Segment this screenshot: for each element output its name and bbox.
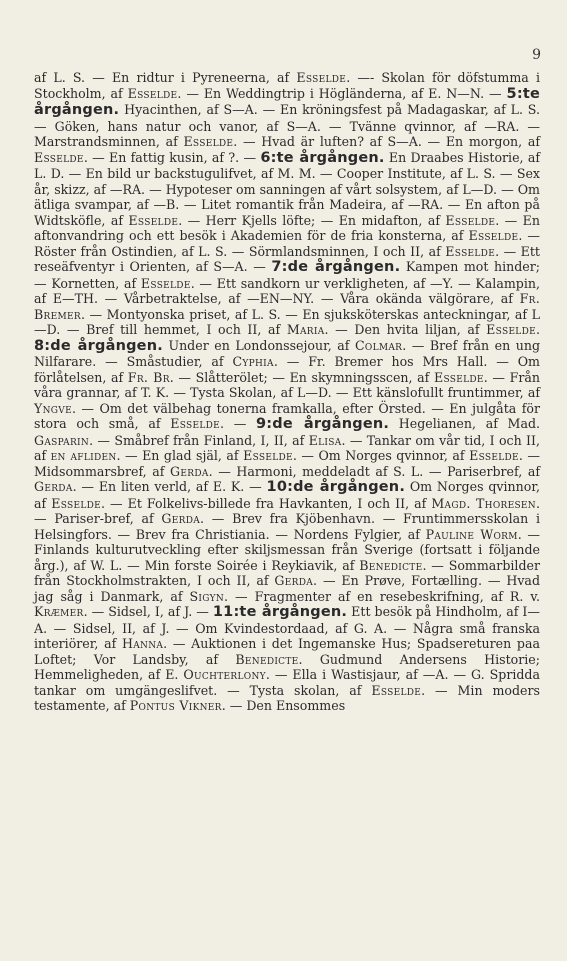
author-name: Gerda [274,573,314,588]
text-run: . — Min moders testamente, af [34,682,540,713]
body-text [34,70,540,714]
volume-heading: 10:de årgången. [266,479,406,495]
author-name: Esselde [296,70,347,85]
volume-heading: 5:te årgången. [34,85,540,118]
volume-heading: 7:de årgången. [271,259,401,275]
author-name: en afliden [50,448,117,463]
author-name: Fr. Bremer [34,291,540,322]
volume-heading: 11:te årgången. [212,604,348,620]
volume-heading: 9:de årgången. [256,416,390,432]
text-run: . — Slåtterölet; — En skymningsscen, af [169,369,434,385]
author-name: Gerda [170,463,209,479]
text-run: . — Finlands kulturutveckling efter skiljsmessan från Sverige (fortsatt i följande årg.), af W. L. — Min forste Soirée i Reykiavik, af [34,526,540,573]
text-run: . — Bref från en ung Nilfarare. — Småstudier, af [34,337,541,369]
text-run: Om Norges qvinnor, af [34,479,540,511]
text-run: . — En Prøve, Fortælling. — Hvad jag såg i Danmark, af [34,573,541,604]
text-run: . — En glad själ, af [116,448,244,463]
text-run: . — Om Norges qvinnor, af [292,448,470,463]
text-run: . — En Weddingtrip i Högländerna, af E. N—N. — [177,85,507,101]
text-run: . Gudmund Andersens Historie; Hemmeligheden, af E. [34,651,540,682]
text-run: . — En aftonvandring och ett besök i Akademien för de fria konsterna, af [34,212,540,243]
text-run: . — Fr. Bremer hos Mrs Hall. — Om förlåtelsen, af [34,354,540,385]
text-run: . — Den hvita liljan, af [324,322,487,337]
author-name: Pontus Vikner [129,698,222,713]
author-name: Esselde [486,322,536,337]
text-run: . — Röster från Ostindien, af L. S. — Sörmlandsminnen, I och II, af [34,228,540,259]
author-name: Gasparin [34,432,90,448]
author-name: Kræmer [34,604,84,619]
author-name: Hanna [121,636,164,651]
text-run: . — Harmoni, meddeladt af S. L. — Pariserbref, af [208,463,540,479]
text-run: . — Sidsel, I, af J. — [83,604,213,619]
text-run: . — En liten verld, af E. K. — [72,479,267,494]
text-run: . — Auktionen i det Ingemanske Hus; Spadsereturen paa Loftet; Vor Landsby, af [34,636,540,667]
text-run: . — Om det välbehag tonerna framkalla, efter Örsted. — En julgåta för stora och små, af [34,400,540,431]
author-name: Esselde [34,149,84,165]
author-name: Yngve [34,400,72,416]
author-name: Esselde [140,275,191,291]
author-name: Fr. Br [127,369,170,385]
text-run: . — [220,416,257,431]
text-run: . — Brev fra Kjöbenhavn. — Fruntimmersskolan i Helsingfors. — Brev fra Christiania. — Nordens Fylgier, af [34,511,540,542]
author-name: Esselde [469,448,519,463]
author-name: Elisa [308,432,342,448]
text-run: . — Montyonska priset, af L. S. — En sjuksköterskas anteckningar, af L—D. — Bref till hemmet, I och II, af [34,306,540,337]
author-name: Esselde [371,682,422,698]
text-run: . — Hvad är luften? af S—A. — En morgon, af [233,134,541,149]
text-run: . — Fragmenter af en resebeskrifning, af R. v. [224,588,540,604]
volume-heading: 8:de årgången. [34,337,163,354]
text-run: . —- Skolan för döfstumma i Stockholm, af [34,70,540,101]
volume-heading: 6:te årgången. [260,149,385,166]
author-name: Colmar [354,337,403,353]
author-name: Esselde [243,448,293,463]
text-run: . — Från våra grannar, af T. K. — Tysta Skolan, af L—D. — Ett känslofullt fruntimmer, af [34,369,541,400]
author-name: Pauline Worm [425,526,518,542]
author-name: Cyphia [232,354,274,369]
author-name: Magd. Thoresen [431,495,536,511]
author-name: Gerda [161,511,201,526]
text-run: Hyacinthen, af S—A. — En kröningsfest på Madagaskar, af L. S. — Göken, hans natur och vanor, af S—A. — Tvänne qvinnor, af —RA. — Marstrandsminnen, af [34,102,540,149]
page-number: 9 [532,47,541,63]
text-run: . — Ella i Wastisjaur, af —A. — G. Spridda tankar om umgängeslifvet. — Tysta skolan, af [34,667,540,698]
text-run: Under en Londonssejour, af [162,337,355,353]
text-run: af L. S. — En ridtur i Pyreneerna, af [34,70,297,85]
author-name: Esselde [170,416,221,431]
text-run: . — Herr Kjells löfte; — En midafton, af [178,212,446,228]
author-name: Sigyn [189,588,225,604]
text-run: En Draabes Historie, af L. D. — En bild ur backstugulifvet, af M. M. — Cooper Institute, af L. S. — Sex år, skizz, af —RA. — Hypoteser om sanningen af vårt solsystem, af L—D. — Om ätliga svampar, af —B. — Litet romantik från Madeira, af —RA. — En afton på Widtsköfle, af [34,149,541,228]
text-run: . — Småbref från Finland, I, II, af [89,432,309,448]
author-name: Esselde [468,228,519,243]
text-run: . — Ett sandkorn ur verkligheten, af —Y. — Kalampin, af E—TH. — Vårbetraktelse, af —EN—NY. — Våra okända välgörare, af [34,275,540,306]
author-name: Benedicte [235,651,299,667]
text-run: . — Midsommarsbref, af [34,448,540,479]
text-run: . — Tankar om vår tid, I och II, af [34,432,540,463]
author-name: Esselde [51,495,102,511]
author-name: Esselde [445,212,496,228]
author-name: Benedicte [359,557,423,573]
author-name: Maria [286,322,325,337]
text-run: . — En fattig kusin, af ?. — [83,149,261,165]
author-name: Esselde [127,85,178,101]
text-run: . — Pariser-bref, af [34,495,540,526]
text-run: . — Ett reseäfventyr i Orienten, af S—A. — [34,243,540,274]
text-run: . — Den Ensommes [221,698,346,713]
author-name: Ouchterlony [183,667,266,682]
text-run: . — Sommarbilder från Stockholmstrakten, I och II, af [34,557,540,588]
text-run: Hegelianen, af Mad. [389,416,541,431]
author-name: Gerda [34,479,73,494]
author-name: Esselde [183,134,234,149]
text-run: . [535,322,540,337]
text-run: Kampen mot hinder; — Kornetten, af [34,259,540,291]
author-name: Esselde [433,369,484,385]
author-name: Esselde [445,243,496,259]
author-name: Esselde [128,212,179,228]
text-run: Ett besök på Hindholm, af I—A. — Sidsel, II, af J. — Om Kvindestordaad, af G. A. — Några små franska interiörer, af [34,604,540,651]
text-run: . — Et Folkelivs-billede fra Havkanten, I och II, af [101,495,432,511]
